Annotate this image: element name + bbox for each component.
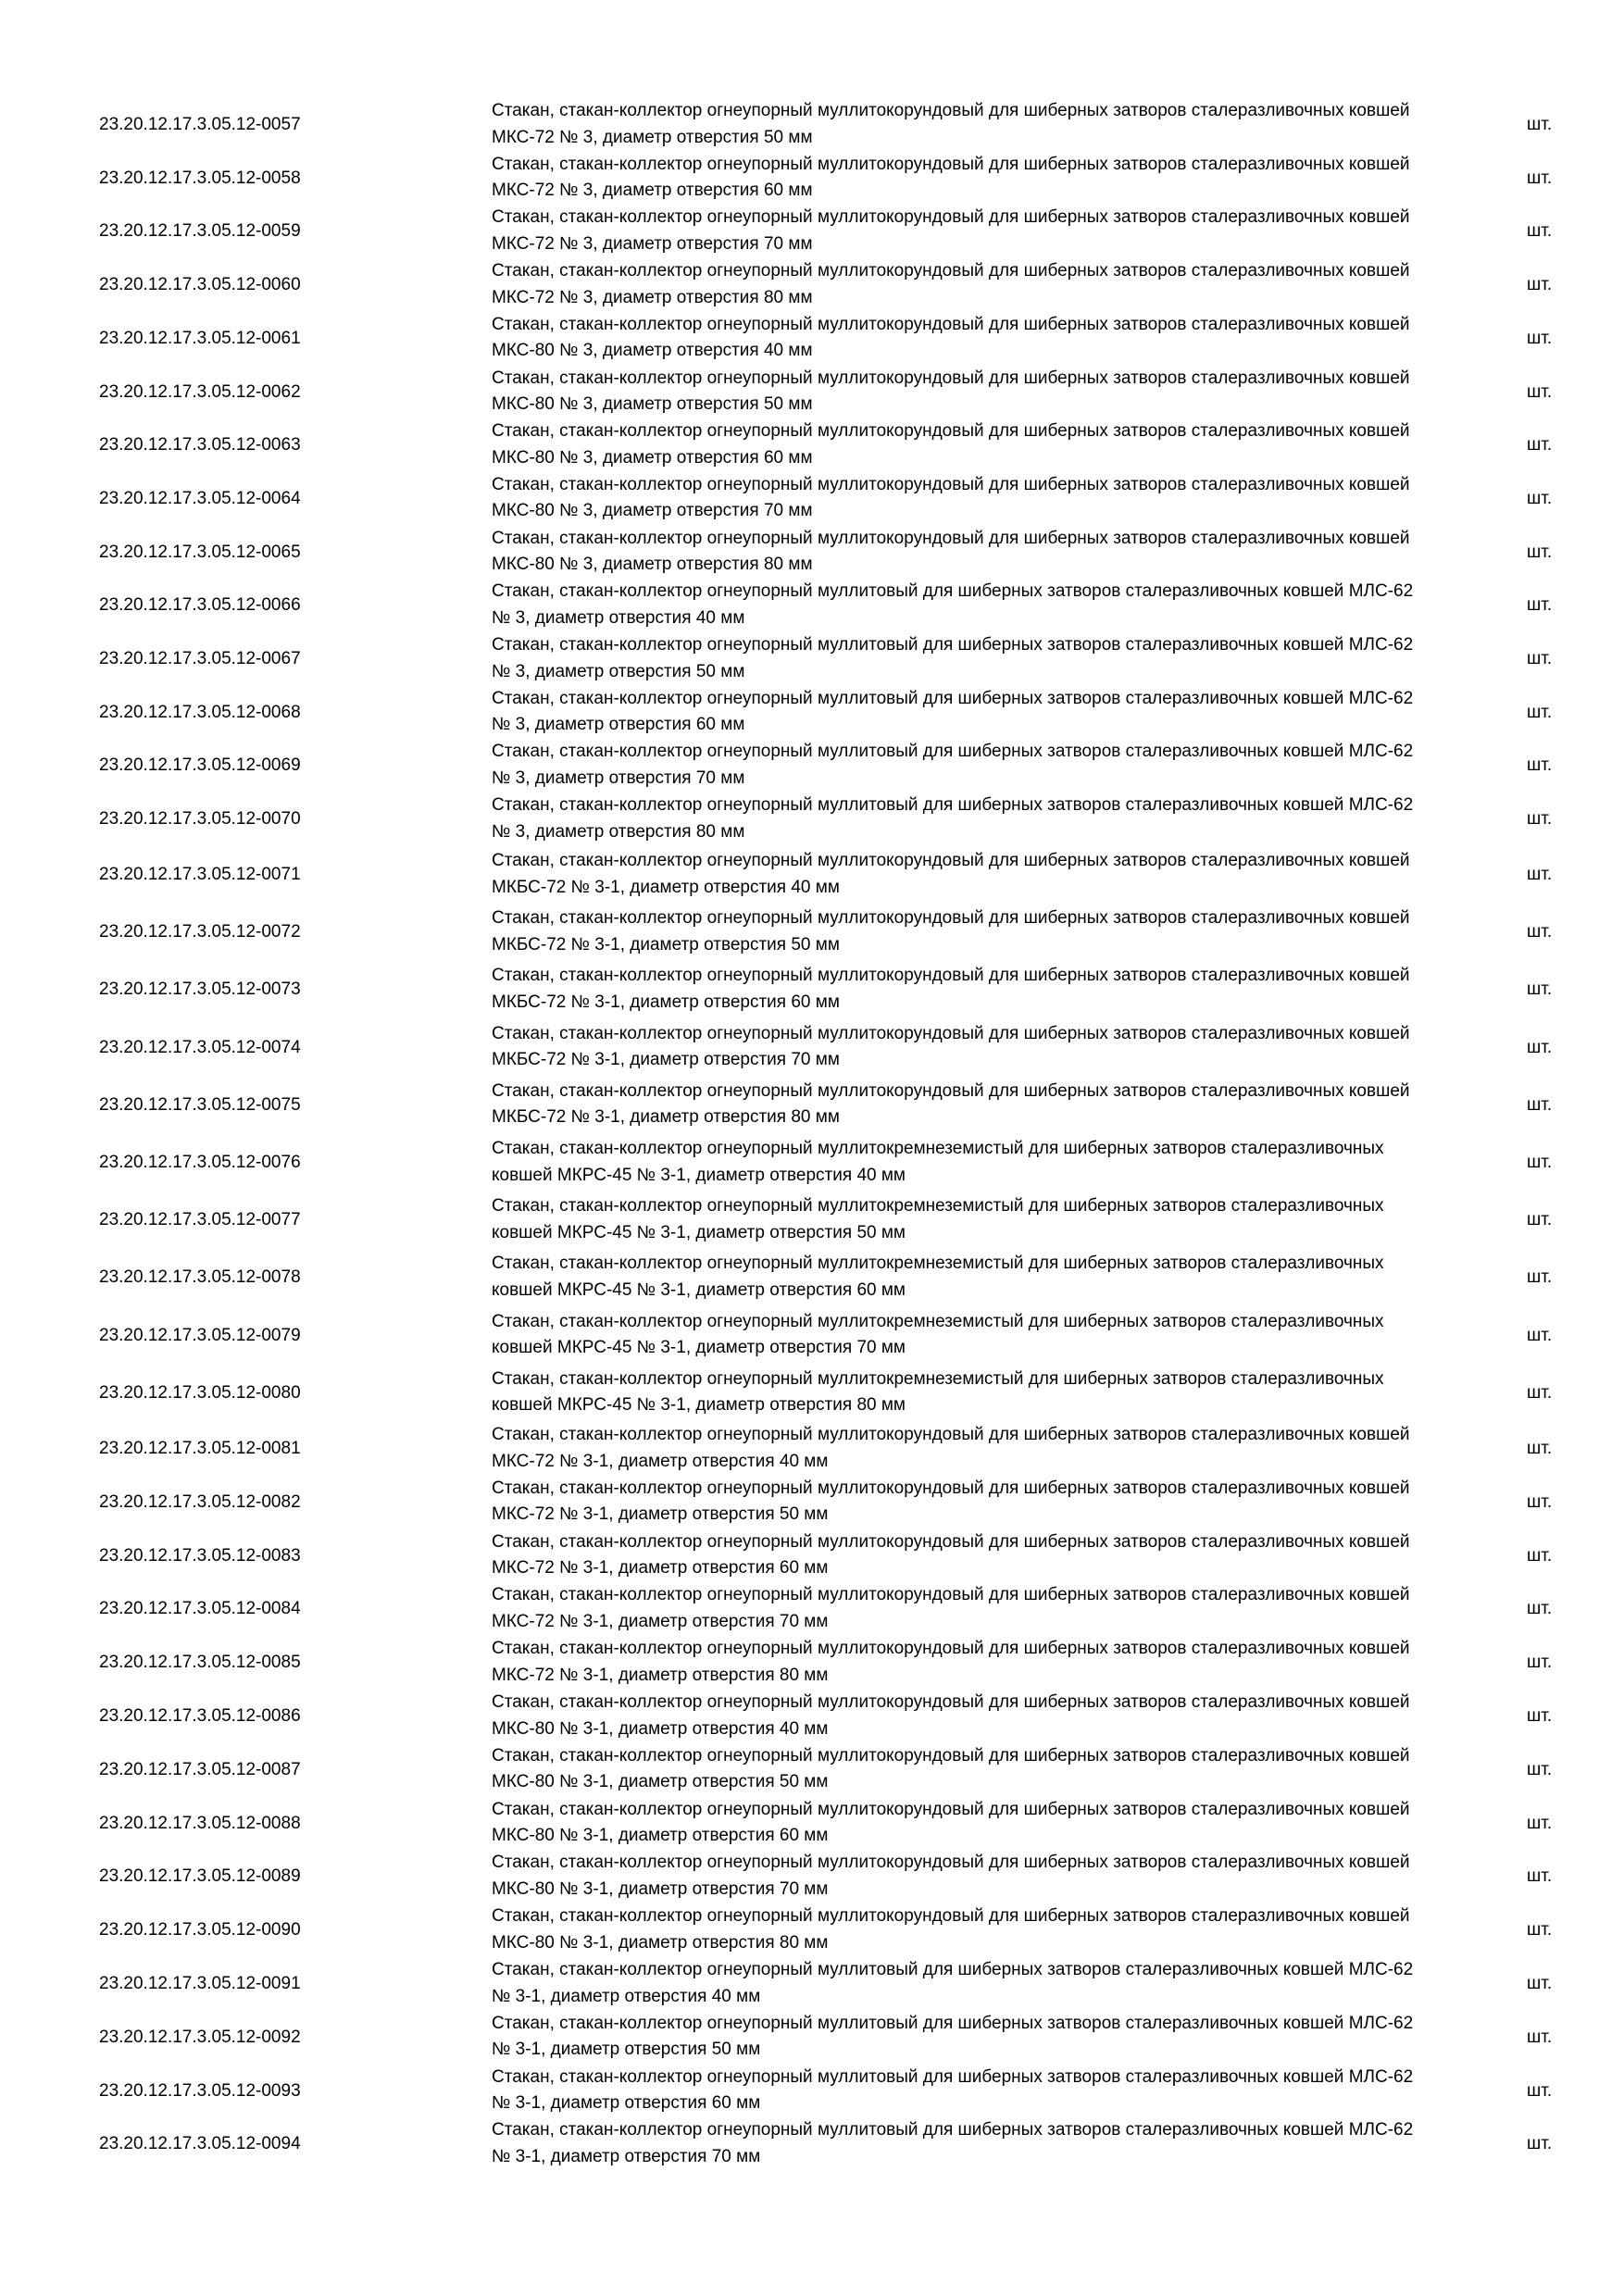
item-unit: шт. <box>1527 542 1553 562</box>
item-code: 23.20.12.17.3.05.12-0072 <box>99 922 301 942</box>
table-row <box>0 1021 1624 1075</box>
item-code: 23.20.12.17.3.05.12-0074 <box>99 1037 301 1057</box>
table-row <box>0 1957 1624 2011</box>
item-code: 23.20.12.17.3.05.12-0059 <box>99 221 301 242</box>
item-unit: шт. <box>1527 328 1553 348</box>
item-description: Стакан, стакан-коллектор огнеупорный муллитовый для шиберных затворов сталеразливочных ковшей МЛС-62 № 3-1, диаметр отверстия 50 мм <box>492 2013 1414 2060</box>
item-description: Стакан, стакан-коллектор огнеупорный муллитокорундовый для шиберных затворов сталеразливочных ковшей МКС-72 № 3, диаметр отверстия 60 мм <box>492 154 1410 201</box>
item-unit: шт. <box>1527 1974 1553 1993</box>
item-unit: шт. <box>1527 2134 1553 2154</box>
item-code: 23.20.12.17.3.05.12-0065 <box>99 542 301 562</box>
item-unit: шт. <box>1527 809 1553 830</box>
item-unit: шт. <box>1527 1491 1553 1512</box>
table-row <box>0 1422 1624 1476</box>
item-code: 23.20.12.17.3.05.12-0064 <box>99 488 301 508</box>
item-code: 23.20.12.17.3.05.12-0073 <box>99 980 301 1000</box>
item-description: Стакан, стакан-коллектор огнеупорный муллитовый для шиберных затворов сталеразливочных ковшей МЛС-62 № 3, диаметр отверстия 60 мм <box>492 688 1414 735</box>
item-description: Стакан, стакан-коллектор огнеупорный муллитовый для шиберных затворов сталеразливочных ковшей МЛС-62 № 3, диаметр отверстия 50 мм <box>492 635 1414 681</box>
table-row <box>0 686 1624 740</box>
item-description: Стакан, стакан-коллектор огнеупорный муллитокремнеземистый для шиберных затворов сталеразливочных ковшей МКРС-45 № 3-1, диаметр отверстия 40 мм <box>492 1139 1384 1185</box>
item-code: 23.20.12.17.3.05.12-0082 <box>99 1491 301 1512</box>
item-code: 23.20.12.17.3.05.12-0075 <box>99 1094 301 1115</box>
table-row <box>0 1251 1624 1304</box>
item-description: Стакан, стакан-коллектор огнеупорный муллитокорундовый для шиберных затворов сталеразливочных ковшей МКБС-72 № 3-1, диаметр отверстия 80 мм <box>492 1080 1410 1128</box>
table-row <box>0 1743 1624 1797</box>
item-unit: шт. <box>1527 1382 1553 1403</box>
item-code: 23.20.12.17.3.05.12-0062 <box>99 381 301 402</box>
item-description: Стакан, стакан-коллектор огнеупорный муллитокорундовый для шиберных затворов сталеразливочных ковшей МКС-80 № 3, диаметр отверстия 40 мм <box>492 314 1410 361</box>
item-code: 23.20.12.17.3.05.12-0077 <box>99 1210 301 1230</box>
item-code: 23.20.12.17.3.05.12-0093 <box>99 2080 301 2101</box>
item-description: Стакан, стакан-коллектор огнеупорный муллитокорундовый для шиберных затворов сталеразливочных ковшей МКС-80 № 3-1, диаметр отверстия 70 мм <box>492 1853 1410 1899</box>
table-row <box>0 1366 1624 1420</box>
item-description: Стакан, стакан-коллектор огнеупорный муллитовый для шиберных затворов сталеразливочных ковшей МЛС-62 № 3-1, диаметр отверстия 40 мм <box>492 1960 1414 2006</box>
item-unit: шт. <box>1527 1706 1553 1726</box>
item-unit: шт. <box>1527 221 1553 242</box>
item-unit: шт. <box>1527 1813 1553 1833</box>
table-row <box>0 1136 1624 1190</box>
item-description: Стакан, стакан-коллектор огнеупорный муллитокорундовый для шиберных затворов сталеразливочных ковшей МКС-80 № 3-1, диаметр отверстия 80 мм <box>492 1906 1410 1953</box>
table-row <box>0 963 1624 1017</box>
item-description: Стакан, стакан-коллектор огнеупорный муллитокорундовый для шиберных затворов сталеразливочных ковшей МКС-72 № 3-1, диаметр отверстия 60 мм <box>492 1531 1410 1578</box>
table-row <box>0 418 1624 472</box>
item-code: 23.20.12.17.3.05.12-0081 <box>99 1439 301 1458</box>
item-unit: шт. <box>1527 595 1553 616</box>
item-description: Стакан, стакан-коллектор огнеупорный муллитокорундовый для шиберных затворов сталеразливочных ковшей МКБС-72 № 3-1, диаметр отверстия 70 мм <box>492 1023 1410 1070</box>
item-description: Стакан, стакан-коллектор огнеупорный муллитокорундовый для шиберных затворов сталеразливочных ковшей МКС-72 № 3, диаметр отверстия 50 мм <box>492 101 1410 147</box>
table-row <box>0 579 1624 632</box>
item-code: 23.20.12.17.3.05.12-0070 <box>99 809 301 830</box>
item-description: Стакан, стакан-коллектор огнеупорный муллитокорундовый для шиберных затворов сталеразливочных ковшей МКБС-72 № 3-1, диаметр отверстия 40 мм <box>492 851 1410 897</box>
table-row <box>0 2011 1624 2065</box>
item-code: 23.20.12.17.3.05.12-0060 <box>99 275 301 295</box>
item-code: 23.20.12.17.3.05.12-0058 <box>99 168 301 188</box>
table-row <box>0 1690 1624 1743</box>
table-row <box>0 258 1624 312</box>
table-row <box>0 472 1624 526</box>
item-description: Стакан, стакан-коллектор огнеупорный муллитокремнеземистый для шиберных затворов сталеразливочных ковшей МКРС-45 № 3-1, диаметр отверстия 60 мм <box>492 1254 1384 1300</box>
item-code: 23.20.12.17.3.05.12-0091 <box>99 1974 301 1993</box>
item-code: 23.20.12.17.3.05.12-0063 <box>99 435 301 455</box>
item-description: Стакан, стакан-коллектор огнеупорный муллитокорундовый для шиберных затворов сталеразливочных ковшей МКБС-72 № 3-1, диаметр отверстия 50 мм <box>492 908 1410 955</box>
item-unit: шт. <box>1527 1545 1553 1566</box>
table-row <box>0 1850 1624 1903</box>
table-row <box>0 1582 1624 1636</box>
table-row <box>0 1309 1624 1363</box>
item-unit: шт. <box>1527 1210 1553 1230</box>
table-row <box>0 526 1624 580</box>
item-unit: шт. <box>1527 702 1553 722</box>
item-unit: шт. <box>1527 1267 1553 1288</box>
item-description: Стакан, стакан-коллектор огнеупорный муллитокорундовый для шиберных затворов сталеразливочных ковшей МКС-72 № 3, диаметр отверстия 70 мм <box>492 207 1410 254</box>
item-description: Стакан, стакан-коллектор огнеупорный муллитокремнеземистый для шиберных затворов сталеразливочных ковшей МКРС-45 № 3-1, диаметр отверстия 70 мм <box>492 1311 1384 1358</box>
item-unit: шт. <box>1527 2080 1553 2101</box>
item-code: 23.20.12.17.3.05.12-0083 <box>99 1545 301 1566</box>
table-row <box>0 312 1624 366</box>
item-description: Стакан, стакан-коллектор огнеупорный муллитокорундовый для шиберных затворов сталеразливочных ковшей МКС-72 № 3-1, диаметр отверстия 40 мм <box>492 1425 1410 1471</box>
item-code: 23.20.12.17.3.05.12-0066 <box>99 595 301 616</box>
item-description: Стакан, стакан-коллектор огнеупорный муллитокорундовый для шиберных затворов сталеразливочных ковшей МКС-72 № 3-1, диаметр отверстия 50 мм <box>492 1478 1410 1525</box>
table-row <box>0 792 1624 846</box>
item-code: 23.20.12.17.3.05.12-0085 <box>99 1653 301 1673</box>
item-code: 23.20.12.17.3.05.12-0092 <box>99 2027 301 2047</box>
item-description: Стакан, стакан-коллектор огнеупорный муллитокорундовый для шиберных затворов сталеразливочных ковшей МКС-80 № 3-1, диаметр отверстия 60 мм <box>492 1799 1410 1846</box>
table-row <box>0 98 1624 152</box>
item-description: Стакан, стакан-коллектор огнеупорный муллитокорундовый для шиберных затворов сталеразливочных ковшей МКС-80 № 3, диаметр отверстия 60 мм <box>492 421 1410 468</box>
item-unit: шт. <box>1527 1037 1553 1057</box>
table-row <box>0 1476 1624 1529</box>
item-unit: шт. <box>1527 865 1553 884</box>
item-code: 23.20.12.17.3.05.12-0094 <box>99 2134 301 2154</box>
item-unit: шт. <box>1527 922 1553 942</box>
item-description: Стакан, стакан-коллектор огнеупорный муллитовый для шиберных затворов сталеразливочных ковшей МЛС-62 № 3, диаметр отверстия 80 мм <box>492 795 1414 842</box>
table-row <box>0 848 1624 902</box>
item-unit: шт. <box>1527 275 1553 295</box>
item-code: 23.20.12.17.3.05.12-0089 <box>99 1866 301 1887</box>
item-unit: шт. <box>1527 1325 1553 1345</box>
table-row <box>0 632 1624 686</box>
item-code: 23.20.12.17.3.05.12-0086 <box>99 1706 301 1726</box>
item-code: 23.20.12.17.3.05.12-0084 <box>99 1599 301 1619</box>
item-unit: шт. <box>1527 755 1553 776</box>
item-unit: шт. <box>1527 2027 1553 2047</box>
item-description: Стакан, стакан-коллектор огнеупорный муллитовый для шиберных затворов сталеразливочных ковшей МЛС-62 № 3-1, диаметр отверстия 60 мм <box>492 2066 1414 2114</box>
item-code: 23.20.12.17.3.05.12-0088 <box>99 1813 301 1833</box>
item-code: 23.20.12.17.3.05.12-0067 <box>99 649 301 668</box>
table-row <box>0 905 1624 959</box>
item-description: Стакан, стакан-коллектор огнеупорный муллитовый для шиберных затворов сталеразливочных ковшей МЛС-62 № 3, диаметр отверстия 40 мм <box>492 581 1414 628</box>
item-description: Стакан, стакан-коллектор огнеупорный муллитовый для шиберных затворов сталеразливочных ковшей МЛС-62 № 3, диаметр отверстия 70 мм <box>492 742 1414 788</box>
item-unit: шт. <box>1527 1094 1553 1115</box>
item-unit: шт. <box>1527 381 1553 402</box>
item-unit: шт. <box>1527 488 1553 508</box>
table-row <box>0 1079 1624 1132</box>
table-row <box>0 1636 1624 1690</box>
item-unit: шт. <box>1527 1759 1553 1779</box>
item-description: Стакан, стакан-коллектор огнеупорный муллитокорундовый для шиберных затворов сталеразливочных ковшей МКБС-72 № 3-1, диаметр отверстия 60 мм <box>492 966 1410 1012</box>
item-unit: шт. <box>1527 115 1553 134</box>
item-code: 23.20.12.17.3.05.12-0080 <box>99 1382 301 1403</box>
table-row <box>0 1193 1624 1247</box>
item-code: 23.20.12.17.3.05.12-0087 <box>99 1759 301 1779</box>
item-description: Стакан, стакан-коллектор огнеупорный муллитокорундовый для шиберных затворов сталеразливочных ковшей МКС-80 № 3, диаметр отверстия 70 мм <box>492 474 1410 521</box>
table-row <box>0 1797 1624 1851</box>
item-unit: шт. <box>1527 435 1553 455</box>
table-row <box>0 739 1624 792</box>
item-description: Стакан, стакан-коллектор огнеупорный муллитокорундовый для шиберных затворов сталеразливочных ковшей МКС-80 № 3, диаметр отверстия 50 мм <box>492 368 1410 414</box>
item-unit: шт. <box>1527 1920 1553 1940</box>
item-description: Стакан, стакан-коллектор огнеупорный муллитокремнеземистый для шиберных затворов сталеразливочных ковшей МКРС-45 № 3-1, диаметр отверстия 50 мм <box>492 1196 1384 1242</box>
table-row <box>0 1903 1624 1957</box>
item-code: 23.20.12.17.3.05.12-0057 <box>99 115 301 134</box>
item-description: Стакан, стакан-коллектор огнеупорный муллитокорундовый для шиберных затворов сталеразливочных ковшей МКС-80 № 3-1, диаметр отверстия 50 мм <box>492 1745 1410 1792</box>
item-code: 23.20.12.17.3.05.12-0079 <box>99 1325 301 1345</box>
table-row <box>0 2117 1624 2171</box>
table-row <box>0 205 1624 258</box>
item-unit: шт. <box>1527 168 1553 188</box>
item-unit: шт. <box>1527 1653 1553 1673</box>
item-unit: шт. <box>1527 1866 1553 1887</box>
item-code: 23.20.12.17.3.05.12-0078 <box>99 1267 301 1288</box>
item-unit: шт. <box>1527 980 1553 1000</box>
table-row <box>0 1529 1624 1583</box>
item-code: 23.20.12.17.3.05.12-0076 <box>99 1153 301 1172</box>
item-description: Стакан, стакан-коллектор огнеупорный муллитокорундовый для шиберных затворов сталеразливочных ковшей МКС-72 № 3, диаметр отверстия 80 мм <box>492 261 1410 307</box>
item-description: Стакан, стакан-коллектор огнеупорный муллитокорундовый для шиберных затворов сталеразливочных ковшей МКС-72 № 3-1, диаметр отверстия 70 мм <box>492 1585 1410 1631</box>
item-code: 23.20.12.17.3.05.12-0090 <box>99 1920 301 1940</box>
item-unit: шт. <box>1527 1599 1553 1619</box>
table-row <box>0 366 1624 419</box>
item-unit: шт. <box>1527 649 1553 668</box>
item-unit: шт. <box>1527 1153 1553 1172</box>
item-code: 23.20.12.17.3.05.12-0061 <box>99 328 301 348</box>
item-unit: шт. <box>1527 1439 1553 1458</box>
item-description: Стакан, стакан-коллектор огнеупорный муллитовый для шиберных затворов сталеразливочных ковшей МЛС-62 № 3-1, диаметр отверстия 70 мм <box>492 2120 1414 2166</box>
item-code: 23.20.12.17.3.05.12-0068 <box>99 702 301 722</box>
table-row <box>0 2065 1624 2118</box>
table-row <box>0 152 1624 206</box>
item-description: Стакан, стакан-коллектор огнеупорный муллитокорундовый для шиберных затворов сталеразливочных ковшей МКС-72 № 3-1, диаметр отверстия 80 мм <box>492 1639 1410 1685</box>
item-code: 23.20.12.17.3.05.12-0071 <box>99 865 301 884</box>
item-description: Стакан, стакан-коллектор огнеупорный муллитокремнеземистый для шиберных затворов сталеразливочных ковшей МКРС-45 № 3-1, диаметр отверстия 80 мм <box>492 1368 1384 1416</box>
item-description: Стакан, стакан-коллектор огнеупорный муллитокорундовый для шиберных затворов сталеразливочных ковшей МКС-80 № 3, диаметр отверстия 80 мм <box>492 528 1410 575</box>
item-description: Стакан, стакан-коллектор огнеупорный муллитокорундовый для шиберных затворов сталеразливочных ковшей МКС-80 № 3-1, диаметр отверстия 40 мм <box>492 1692 1410 1739</box>
item-code: 23.20.12.17.3.05.12-0069 <box>99 755 301 776</box>
